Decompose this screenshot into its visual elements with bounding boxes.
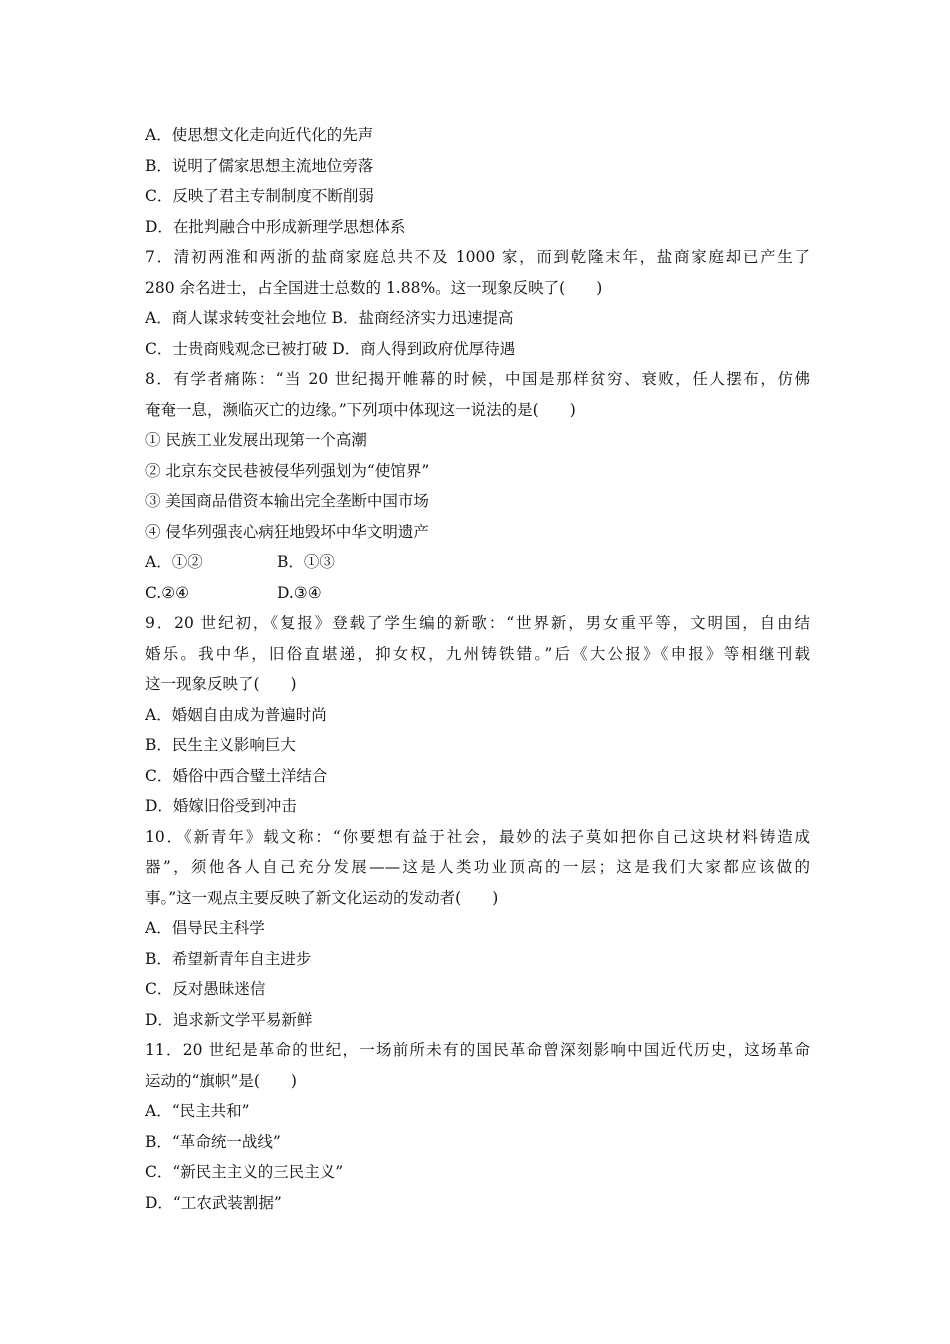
option-d: D．追求新文学平易新鲜 (145, 1010, 313, 1029)
option-d: D．婚嫁旧俗受到冲击 (145, 797, 297, 815)
question-stem-line: 7．清初两淮和两浙的盐商家庭总共不及 1000 家，而到乾隆末年，盐商家庭却已产生了 (145, 248, 810, 266)
question-stem-line: 8．有学者痛陈：“当 20 世纪揭开帷幕的时候，中国是那样贫穷、衰败，任人摆布，仿佛 (145, 370, 810, 388)
option-b: B．“革命统一战线” (145, 1132, 281, 1151)
question-6-options (145, 120, 810, 242)
option-pair-cd: C．士贵商贱观念已被打破 D．商人得到政府优厚待遇 (145, 339, 516, 358)
question-stem-line: 这一现象反映了( ) (145, 675, 297, 693)
option-a: A．①② (145, 553, 203, 571)
option-c: C．反对愚昧迷信 (145, 980, 266, 998)
option-d: D．在批判融合中形成新理学思想体系 (145, 217, 406, 236)
question-stem-line: 11．20 世纪是革命的世纪，一场前所未有的国民革命曾深刻影响中国近代历史，这场革命 (145, 1041, 810, 1059)
question-stem-line: 运动的“旗帜”是( ) (145, 1071, 297, 1090)
option-row-cd (145, 578, 810, 609)
option-row-ab (145, 547, 810, 578)
question-stem-line: 婚乐。我中华，旧俗直堪递，抑女权，九州铸铁错。”后《大公报》《申报》等相继刊载 (145, 644, 810, 663)
option-d: D.③④ (277, 583, 322, 602)
question-stem-line: 奄奄一息，濒临灭亡的边缘。”下列项中体现这一说法的是( ) (145, 400, 576, 419)
question-stem-line: 10．《新青年》载文称：“你要想有益于社会，最妙的法子莫如把你自己这块材料铸造成 (145, 827, 810, 846)
statement-1: ① 民族工业发展出现第一个高潮 (145, 431, 367, 449)
option-a: A．倡导民主科学 (145, 919, 265, 937)
question-stem-line: 事。”这一观点主要反映了新文化运动的发动者( ) (145, 888, 499, 907)
option-pair-ab: A．商人谋求转变社会地位 B．盐商经济实力迅速提高 (145, 309, 514, 327)
question-9 (145, 608, 810, 822)
option-b: B．希望新青年自主进步 (145, 949, 312, 968)
question-stem-line: 9．20 世纪初，《复报》登载了学生编的新歌：“世界新，男女重平等，文明国，自由结 (145, 614, 810, 632)
option-a: A．使思想文化走向近代化的先声 (145, 126, 374, 144)
question-stem-line: 器”，须他各人自己充分发展——这是人类功业顶高的一层；这是我们大家都应该做的 (145, 858, 810, 876)
question-11 (145, 1035, 810, 1218)
exam-page (145, 120, 810, 1218)
option-c: C．“新民主主义的三民主义” (145, 1163, 344, 1181)
statement-2: ② 北京东交民巷被侵华列强划为“使馆界” (145, 461, 430, 480)
option-a: A．婚姻自由成为普遍时尚 (145, 705, 327, 724)
question-7 (145, 242, 810, 364)
option-a: A．“民主共和” (145, 1102, 250, 1120)
statement-4: ④ 侵华列强丧心病狂地毁坏中华文明遗产 (145, 522, 429, 541)
option-c: C.②④ (145, 583, 190, 602)
option-c: C．婚俗中西合璧土洋结合 (145, 766, 328, 785)
question-8 (145, 364, 810, 608)
statement-3: ③ 美国商品借资本输出完全垄断中国市场 (145, 492, 429, 510)
option-d: D．“工农武装割据” (145, 1193, 282, 1212)
option-b: B．说明了儒家思想主流地位旁落 (145, 156, 374, 175)
option-b: B．①③ (277, 553, 335, 571)
option-c: C．反映了君主专制制度不断削弱 (145, 187, 374, 205)
question-10 (145, 822, 810, 1036)
option-b: B．民生主义影响巨大 (145, 736, 296, 754)
question-stem-line: 280 余名进士，占全国进士总数的 1.88%。这一现象反映了( ) (145, 278, 603, 297)
